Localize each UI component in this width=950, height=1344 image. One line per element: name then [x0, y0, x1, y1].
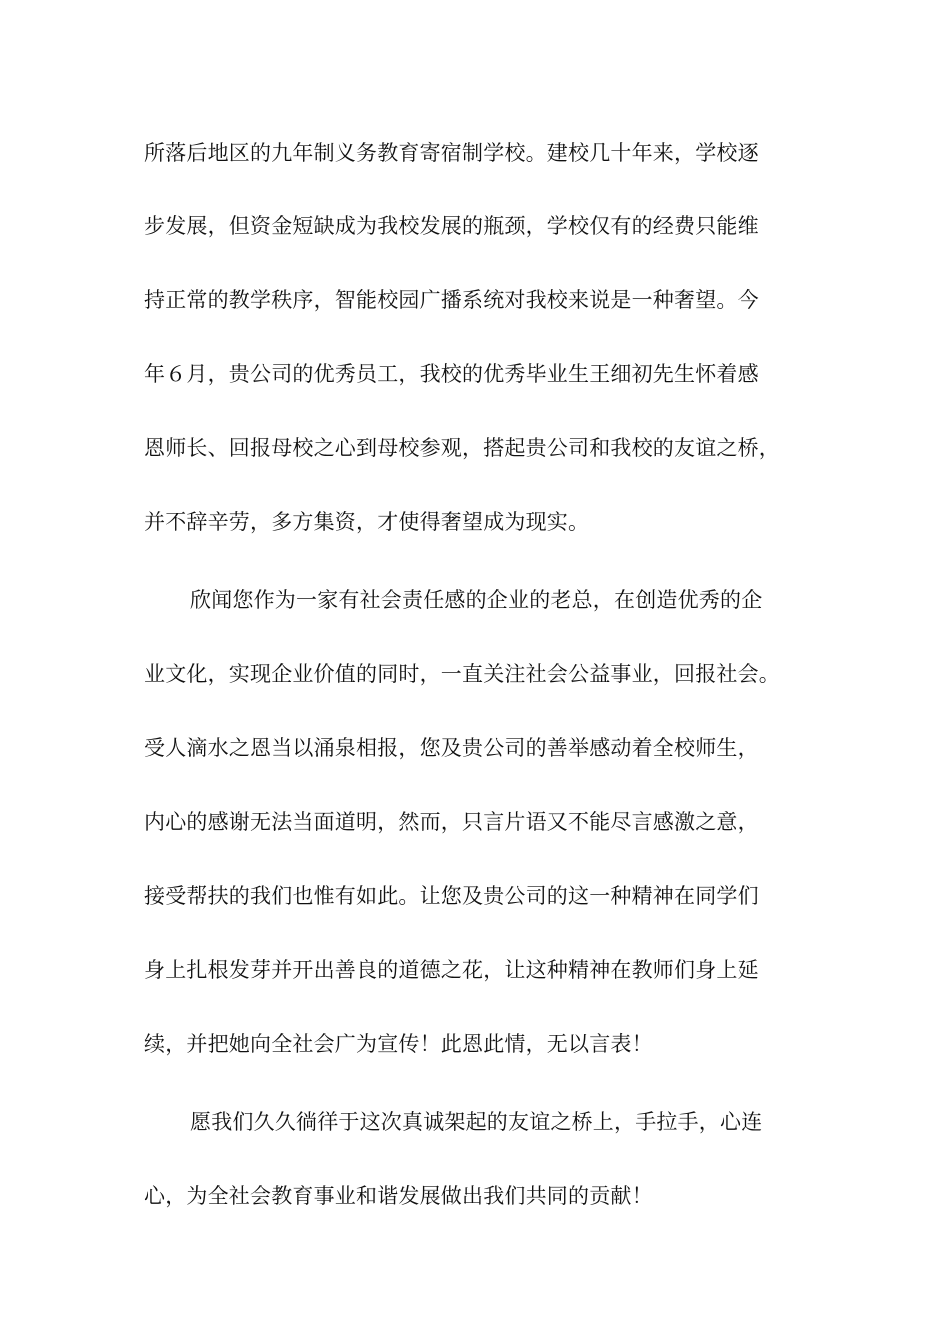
text-line: 内心的感谢无法当面道明，然而，只言片语又不能尽言感激之意，: [144, 810, 759, 834]
text-line: 心，为全社会教育事业和谐发展做出我们共同的贡献！: [144, 1184, 653, 1208]
text-line: 恩师长、回报母校之心到母校参观，搭起贵公司和我校的友谊之桥，: [144, 436, 780, 460]
text-line: 身上扎根发芽并开出善良的道德之花，让这种精神在教师们身上延: [144, 958, 759, 982]
text-line: 欣闻您作为一家有社会责任感的企业的老总，在创造优秀的企: [190, 588, 763, 612]
text-line: 续，并把她向全社会广为宣传！此恩此情，无以言表！: [144, 1032, 653, 1056]
text-line: 愿我们久久徜徉于这次真诚架起的友谊之桥上，手拉手，心连: [190, 1110, 763, 1134]
text-line: 持正常的教学秩序，智能校园广播系统对我校来说是一种奢望。今: [144, 288, 759, 312]
text-line: 所落后地区的九年制义务教育寄宿制学校。建校几十年来，学校逐: [144, 141, 759, 165]
text-line: 接受帮扶的我们也惟有如此。让您及贵公司的这一种精神在同学们: [144, 884, 759, 908]
text-line: 并不辞辛劳，多方集资，才使得奢望成为现实。: [144, 510, 590, 534]
text-line: 年６月，贵公司的优秀员工，我校的优秀毕业生王细初先生怀着感: [144, 362, 759, 386]
text-line: 业文化，实现企业价值的同时，一直关注社会公益事业，回报社会。: [144, 662, 780, 686]
text-line: 步发展，但资金短缺成为我校发展的瓶颈，学校仅有的经费只能维: [144, 214, 759, 238]
text-line: 受人滴水之恩当以涌泉相报，您及贵公司的善举感动着全校师生，: [144, 736, 759, 760]
